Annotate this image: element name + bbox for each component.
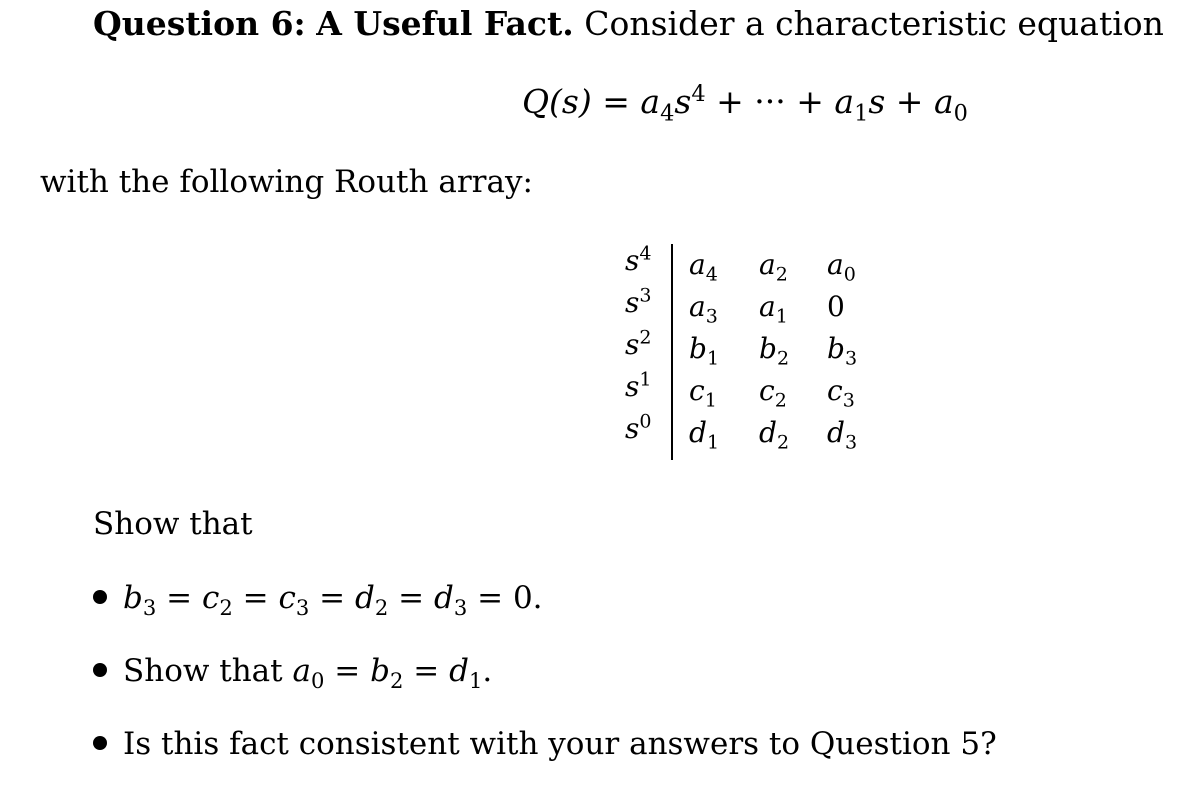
routh-cell: $b_2$ (759, 332, 790, 370)
routh-cell: 0 (827, 290, 845, 323)
routh-cell: $c_2$ (759, 374, 787, 412)
routh-cell: $a_1$ (759, 290, 788, 328)
routh-cell: $d_3$ (827, 416, 858, 454)
bullet-item-consistency: Is this fact consistent with your answers to Question 5? (93, 726, 997, 762)
routh-row-label: $s^1$ (625, 368, 652, 403)
routh-cell: $b_3$ (827, 332, 858, 370)
eq-plus: + (796, 82, 824, 121)
routh-cell: $c_3$ (827, 374, 855, 412)
routh-row-label: $s^0$ (625, 410, 652, 445)
routh-row-label: $s^2$ (625, 326, 652, 361)
show-that-label: Show that (93, 506, 253, 542)
eq-term-a4: $a_4s^4$ (640, 81, 706, 127)
question-label: Question 6: (93, 4, 306, 43)
routh-cell: $a_2$ (759, 248, 788, 286)
routh-cell: $d_1$ (689, 416, 720, 454)
routh-array (617, 244, 867, 462)
routh-divider (671, 244, 673, 460)
routh-cell: $a_4$ (689, 248, 718, 286)
bullet-item-zeros: $b_3 = c_2 = c_3 = d_2 = d_3 = 0$. (93, 580, 543, 616)
routh-row-label: $s^4$ (625, 242, 652, 277)
routh-cell: $d_2$ (759, 416, 790, 454)
eq-term-a0: $a_0$ (933, 82, 968, 127)
eq-plus: + (895, 82, 924, 121)
routh-cell: $a_0$ (827, 248, 856, 286)
question-heading (93, 4, 1164, 43)
routh-cell: $c_1$ (689, 374, 717, 412)
routh-row-label: $s^3$ (625, 284, 652, 319)
eq-sign: = (602, 82, 630, 121)
routh-cell: $a_3$ (689, 290, 718, 328)
bullet-item-equality: Show that $a_0 = b_2 = d_1$. (93, 653, 492, 689)
eq-lhs: Q(s) (522, 82, 592, 121)
characteristic-equation (522, 81, 968, 127)
question-text: Consider a characteristic equation (584, 4, 1164, 43)
eq-dots: ··· (754, 82, 786, 121)
bullet-icon (93, 590, 107, 604)
routh-cell: $b_1$ (689, 332, 720, 370)
question-title: A Useful Fact. (316, 4, 574, 43)
bullet-icon (93, 663, 107, 677)
eq-term-a1: $a_1s$ (834, 82, 886, 127)
bullet-icon (93, 736, 107, 750)
eq-plus: + (716, 82, 744, 121)
intro-text: with the following Routh array: (40, 164, 533, 200)
